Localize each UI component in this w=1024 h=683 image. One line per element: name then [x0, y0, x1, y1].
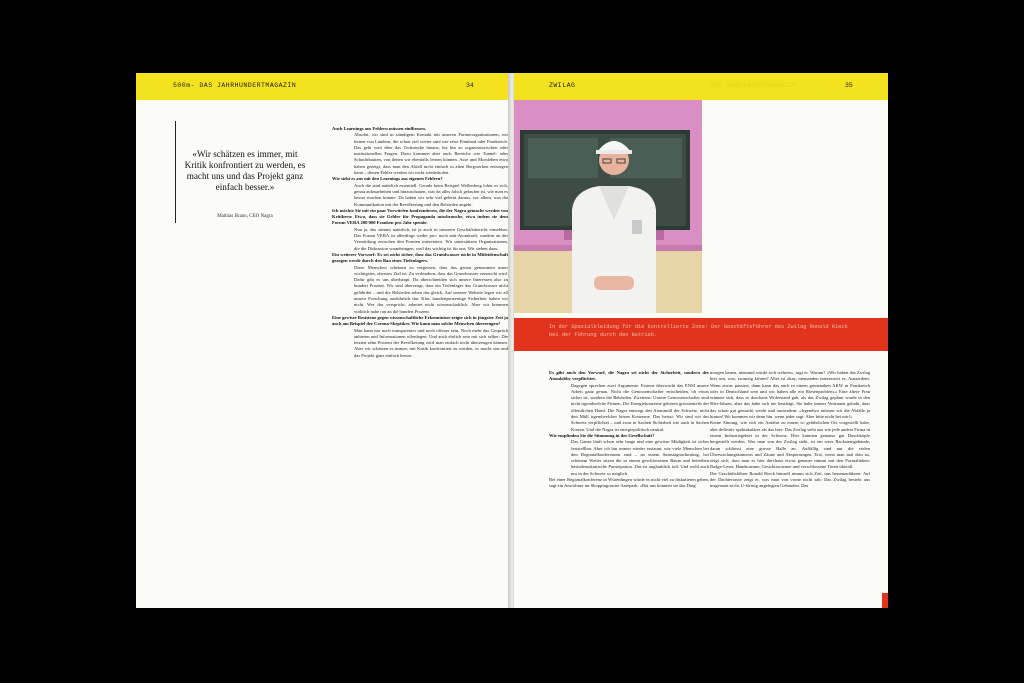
interview-question: Auch Learnings aus Fehlern müssen einfliessen.	[332, 126, 426, 131]
body-paragraph: Dagegen sprechen zwei Argumente. Erstens überwacht das ENSI unsere Arbeit ganz genau. Nicht die Genossenschafter entscheiden, ob etwas sicher ist, sondern die Behörden. Zweitens: Unsere Genossenschafter sind nicht irgendwelche Firmen. Die Energiekonzerne gehören grösstenteils der öffentlichen Hand. Die Nagra entsorgt den Atommüll der Schweiz, nicht den Müll irgendwelcher bösen Konzerne. Das heisst: Wir sind wir der Schweiz verpflichtet – und zwar in Sachen Sicherheit wie auch in Sachen Kosten. Und die Nagra ist energiepolitisch neutral.	[571, 382, 709, 432]
interview-question: Ein weiterer Vorwurf: Es sei nicht sicher, dass das Grundwasser nicht in Mitleidenschaft gezogen werde durch den Bau eines Tiefenlagers.	[332, 251, 508, 264]
interview-question: Eine gewisse Resistenz gegen wissenschaftliche Erkenntnisse zeigte sich in jüngster Zeit ja auch am Beispiel der Corona-Skeptiker. Wie kann man solche Menschen überzeugen?	[332, 314, 508, 327]
interview-question: Wie empfinden Sie die Stimmung in der Gesellschaft?	[549, 432, 655, 438]
red-edge-tab	[882, 593, 888, 608]
interview-question: Ich möchte Sie mit ein paar Vorwürfen konfrontieren, die der Nagra gemacht werden von Kritikern: Etwa, dass sie Gelder für Propaganda missbrauche, etwa indem sie dem Forum VERA 200'000 Franken pro Jahr spende.	[332, 207, 508, 226]
interview-column-right-1	[549, 370, 709, 604]
pull-quote: «Wir schätzen es immer, mit Kritik konfrontiert zu werden, es macht uns und das Projekt ganz einfach besser.»	[184, 149, 306, 192]
left-page	[136, 73, 510, 608]
right-header-bar	[514, 73, 888, 100]
body-paragraph: Bei einer Regionalkonferenz in Würenlingen würde es nicht viel zu diskutieren geben, sagt ein Anwohner im Shoppingcenter Aarepark. «Bei uns könnten sie das Ding	[549, 477, 709, 489]
portrait-photo-illustration	[514, 100, 702, 313]
body-paragraph: Auch die sind natürlich essentiell. Gerade beim Beispiel Wellenberg lohnt es sich, genau aufzuarbeiten und hinzuschauen, was da alles falsch gelaufen ist, wie man es besser machen könnte. Da haben wir sehr viel gelernt daraus, vor allem, was die Kommunikation mit der Bevölkerung und den Behörden angeht.	[354, 182, 508, 207]
interview-question: Es gibt auch den Vorwurf, die Nagra sei nicht der Sicherheit, sondern der Atomlobby verpflichtet.	[549, 370, 709, 382]
photo-caption: In der Spezialkleidung für die kontrollierte Zone: Der Geschäftsführer des Zwilag Ronald Rieck bei der Führung durch den Betrieb.	[549, 324, 848, 338]
left-running-head: 500m- DAS JAHRHUNDERTMAGAZIN	[173, 82, 297, 89]
portrait-photo	[514, 100, 702, 313]
right-running-head: ZWILAG	[549, 82, 576, 89]
left-page-number: 34	[466, 82, 474, 89]
right-page-number: 35	[845, 82, 853, 89]
body-paragraph: Absolut, wir sind in ständigem Kontakt mit unseren Partnerorganisationen, wir lernen von Ländern, die schon viel weiter sind wie etwa Finnland oder Frankreich. Das geht weit über das Technische hinaus, bis hin zu organisatorischen oder institutionellen Fragen. Dazu kommen aber auch Bereiche wie Tunnel- oder Schachtbauten, von denen wir ebenfalls lernen können. Asse und Morsleben etwa haben gezeigt, dass man den Abfall nicht einfach in alten Bergwerken entsorgen kann – diesen Fehler werden wir nicht wiederholen.	[354, 132, 508, 176]
body-paragraph: Der Geschäftsführer Ronald Rieck himself nimmt sich Zeit, uns herumzuführen. Auf der Dachterrasse zeigt er, was man von vorne nicht sah: Das Zwilag besteht aus insgesamt sechs U-förmig angelegten Gebäuden. Das	[710, 470, 870, 489]
body-paragraph: Man kann nur noch transparenter und noch offener sein. Noch mehr das Gespräch anbieten und Informationen offenlegen. Und auch ehrlich sein mit sich selber: Die letzten zehn Prozent der Bevölkerung wird man einfach nicht überzeugen können. Aber wir schätzen es immer, mit Kritik konfrontiert zu werden, es macht uns und das Projekt ganz einfach besser.	[354, 327, 508, 358]
interview-column-left	[332, 126, 508, 604]
right-page	[514, 73, 888, 608]
body-paragraph: Diese Menschen scheinen zu vergessen, dass das genau genommen unser wichtigstes, oberstes Ziel ist: Zu verhindern, dass das Grundwasser verseucht wird. Dafür gibt es uns überhaupt. Da überschneiden sich unsere Interessen also zu hundert Prozent. Wir sind überzeugt, dass ein Tiefenlager das Grundwasser nicht gefährdet – und die Behörden sehen das gleich. Auf unserer Website legen wir all unsere Forschung ausführlich dar. Klar, hundertprozentige Sicherheit haben wir nicht. Wer das verspricht, arbeitet nicht wissenschaftlich. Aber wir kommen wirklich nahe ran an die hundert Prozent.	[354, 264, 508, 314]
quote-author: Mathias Braun, CEO Nagra	[217, 214, 273, 219]
left-header-bar	[136, 73, 510, 100]
pull-quote-box	[175, 121, 308, 223]
right-ghost-head: DAS JAHRHUNDERTMAGAZIN	[710, 82, 796, 89]
body-paragraph: Keine Ahnung, wie sich ein Anfahrt zu einem so gefährlichen Ort vorgestellt habe, aber definitiv spektakulärer als das hier: Das Zwilag sieht aus wie jede andere Firma in einem Industriegebiet in der Schweiz. Hier könnten genauso gut Duschköpfe hergestellt werden. Was man von der Zwilag sieht, ist ein rotes Backsteingebäude, daran schliesst eine grosse Halle an. Auffällig sind nur die vielen Überwachungskameras und Zäune und Absperrungen. Erst, wenn man mal drin ist, zeigt sich, dass man es hier durchaus etwas genauer nimmt mit den Formalitäten: Badge-Leser, Handscanner, Gesichtsscanner und verschlossene Türen überall.	[710, 420, 870, 470]
body-paragraph: Das Ganze läuft schon sehr lange und eine gewisse Müdigkeit ist sicher feststellbar. Aber ich bin immer wieder erstaunt, wie viele Menschen bei den Regionalkonferenzen sind – an einem Samstagnachmittag, bei schönem Wetter sitzen die in einem geschlossenen Raum und betreiben basisdemokratische Partizipation. Das ist unglaublich toll. Und wohl auch nur in der Schweiz so möglich.	[571, 439, 709, 476]
interview-question: Wie sieht es aus mit den Learnings aus eigenen Fehlern?	[332, 176, 443, 182]
photo-caption-bar	[514, 318, 888, 351]
body-paragraph: morgen bauen, niemand würde sich wehren», sagt er. Warum? «Wir haben das Zwilag hier seit, was, zwanzig Jahren? Alles ist okay, niemanden interessiert es. Ausserdem: Wenn etwas passiert, dann kann das auch in einem grenznahen AKW in Frankreich oder in Deutschland sein und wir haben alle ein Riesenproblem.» Eine ältere Frau erinnert sich, dass es durchaus Widerstand gab, als das Zwilag geplant wurde in den 90er-Jahren, aber das habe sich nie bestätigt. Sie habe immer Vertrauen gehabt, dass das schon gut gemacht werde und ausserdem: «Irgendwo müssen wir die Abfälle ja hintun! Wo kommen wir denn hin, wenn jeder sagt: Aber bitte nicht bei mir!»	[710, 370, 870, 420]
body-paragraph: Nun ja, das stimmt natürlich, ist ja auch in unserem Geschäftsbericht einsehbar. Das Forum VERA ist allerdings weder pro- noch anti-Atomkraft, sondern an der Vermittlung zwischen den Fronten interessiert. Wir unterstützen Organisationen, die die Diskussion voranbringen, weil das wichtig ist für uns. Wir stehen dazu.	[354, 226, 508, 251]
interview-column-right-2	[710, 370, 870, 604]
